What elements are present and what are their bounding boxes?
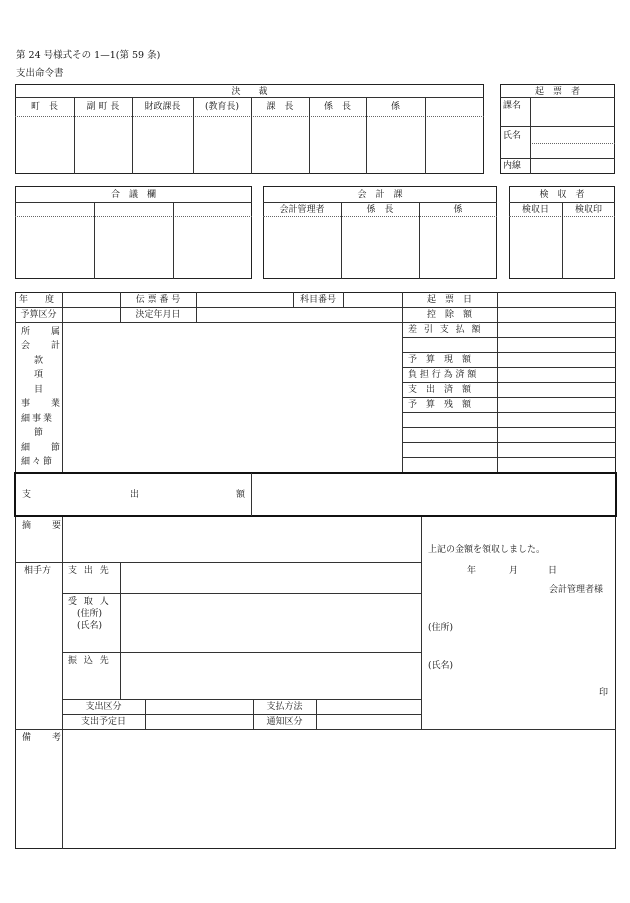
label-expended: 支 出 済 額 [408, 385, 472, 395]
label-budget-current: 予 算 現 額 [408, 355, 472, 365]
label-amount-gaku: 額 [236, 490, 246, 500]
label-moku: 目 [34, 385, 44, 395]
label-transfer-destination: 振 込 先 [68, 656, 111, 666]
receipt-address-label: (住所) [428, 623, 454, 633]
label-payee: 支 出 先 [68, 566, 111, 576]
label-department: 所 属 [21, 327, 67, 337]
accounting-col-manager: 会計管理者 [279, 205, 325, 215]
label-recipient-name: (氏名) [77, 621, 103, 631]
approval-col-deputy-head: 副 町 長 [86, 102, 120, 112]
receipt-day: 日 [548, 566, 558, 576]
accounting-col-chief: 係 長 [366, 205, 394, 215]
receipt-year: 年 [467, 566, 477, 576]
label-amount-shi: 支 [22, 490, 32, 500]
label-deduction: 控 除 額 [426, 310, 472, 320]
receipt-month: 月 [509, 566, 519, 576]
drafter-ext-label: 内線 [503, 161, 522, 171]
receipt-addressee: 会計管理者様 [549, 585, 604, 595]
label-recipient-address: (住所) [77, 609, 103, 619]
label-account-number: 科目番号 [299, 295, 336, 305]
label-decision-date: 決定年月日 [135, 310, 181, 320]
label-commitment: 負 担 行 為 済 額 [408, 370, 477, 380]
approval-col-town-head: 町 長 [30, 102, 58, 112]
label-budget-category: 予算区分 [20, 310, 57, 320]
label-slip-number: 伝 票 番 号 [135, 295, 181, 305]
inspection-title: 検 収 者 [539, 190, 585, 200]
label-counterparty: 相手方 [24, 566, 52, 576]
receipt-name-label: (氏名) [428, 661, 454, 671]
consultation-title: 合 議 欄 [110, 190, 156, 200]
label-expenditure-category: 支出区分 [85, 702, 122, 712]
label-amount-shutsu: 出 [130, 490, 140, 500]
label-accounting: 会 計 [21, 341, 67, 351]
label-budget-remaining: 予 算 残 額 [408, 400, 472, 410]
label-project: 事 業 [21, 399, 67, 409]
form-number: 第 24 号様式その 1—1(第 59 条) [16, 50, 161, 61]
drafter-title: 起 票 者 [534, 87, 580, 97]
label-remarks: 備 考 [22, 733, 68, 743]
approval-title: 決 裁 [231, 87, 268, 97]
expenditure-amount-row [14, 472, 617, 517]
document-title: 支出命令書 [16, 68, 64, 79]
label-sub-project: 細事業 [21, 414, 55, 424]
drafter-dept-label: 課名 [503, 101, 522, 111]
accounting-col-staff: 係 [453, 205, 463, 215]
label-draft-date: 起 票 日 [426, 295, 472, 305]
approval-col-unit-chief: 係 長 [323, 102, 351, 112]
drafter-name-label: 氏名 [503, 131, 522, 141]
approval-col-section-chief: 課 長 [266, 102, 294, 112]
label-recipient: 受 取 人 [68, 597, 111, 607]
inspection-col-seal: 検収印 [574, 205, 602, 215]
label-scheduled-date: 支出予定日 [80, 717, 126, 727]
accounting-title: 会 計 課 [357, 190, 403, 200]
inspection-col-date: 検収日 [521, 205, 549, 215]
approval-col-finance-chief: 財政課長 [144, 102, 181, 112]
label-ko: 項 [34, 370, 44, 380]
receipt-seal-mark: 印 [599, 688, 609, 698]
label-kan: 款 [34, 356, 44, 366]
label-setsu: 節 [34, 428, 44, 438]
label-sub-setsu: 細 節 [21, 443, 67, 453]
label-summary: 摘 要 [22, 521, 68, 531]
label-notice-category: 通知区分 [266, 717, 303, 727]
approval-col-staff: 係 [390, 102, 400, 112]
label-fiscal-year: 年 度 [18, 295, 58, 305]
label-sub-sub-setsu: 細々節 [21, 457, 55, 467]
approval-col-education: (教育長) [204, 102, 240, 112]
receipt-statement: 上記の金額を領収しました。 [428, 545, 546, 555]
label-net-payment: 差 引 支 払 額 [408, 325, 483, 335]
label-payment-method: 支払方法 [266, 702, 303, 712]
